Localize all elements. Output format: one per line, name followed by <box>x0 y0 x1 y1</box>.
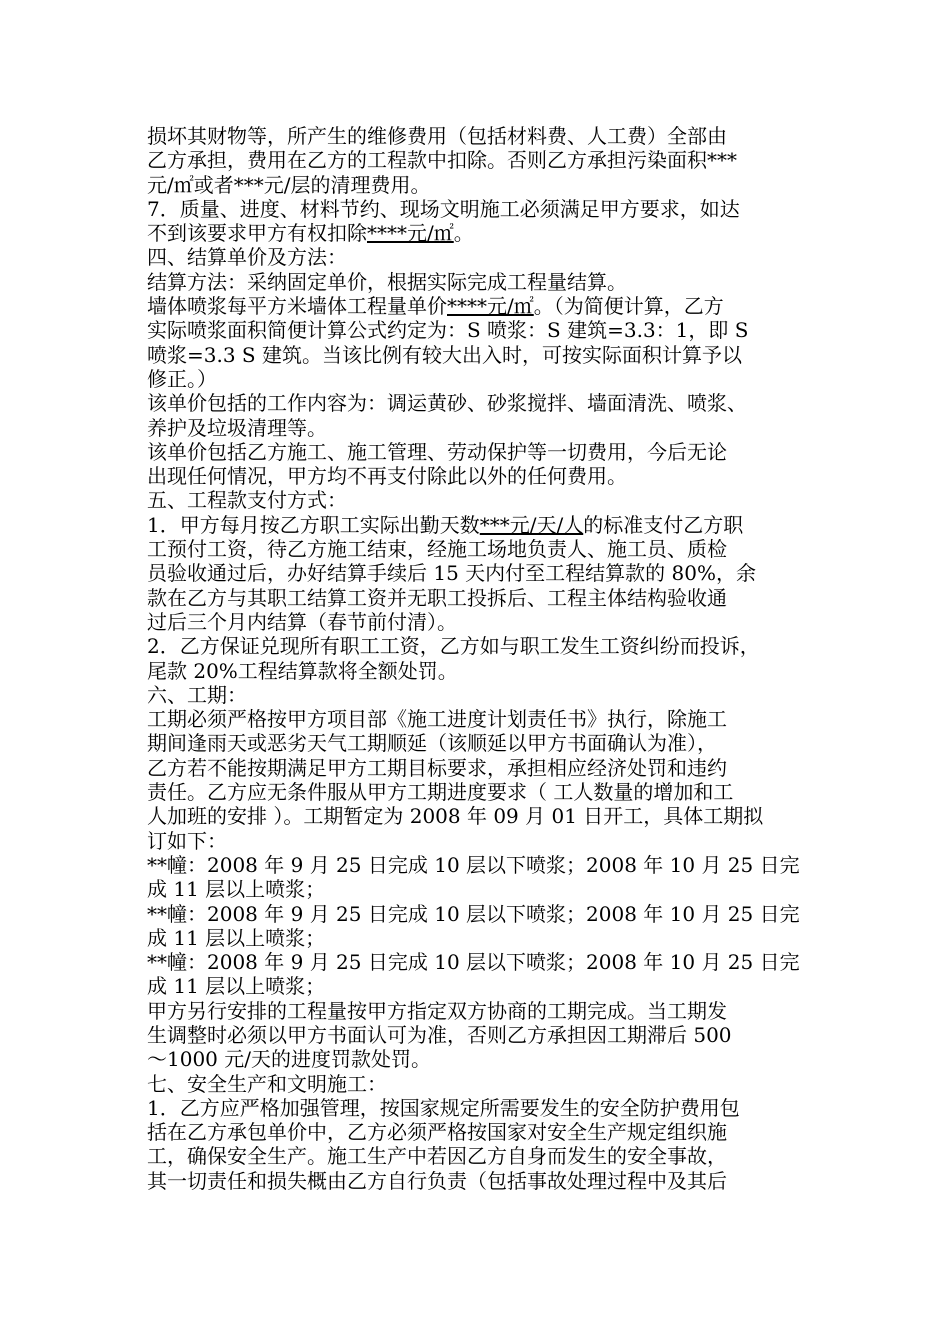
text-segment: 其一切责任和损失概由乙方自行负责（包括事故处理过程中及其后 <box>147 1168 727 1193</box>
text-segment: 7．质量、进度、材料节约、现场文明施工必须满足甲方要求，如达 <box>147 196 740 221</box>
text-segment: 七、安全生产和文明施工： <box>147 1071 387 1096</box>
text-line <box>147 245 815 269</box>
text-segment: 工预付工资，待乙方施工结束，经施工场地负责人、施工员、质检 <box>147 537 727 562</box>
text-segment: 六、工期： <box>147 682 247 707</box>
text-line <box>147 1144 815 1168</box>
text-segment: 五、工程款支付方式： <box>147 488 347 513</box>
text-line <box>147 221 815 245</box>
text-segment: 工，确保安全生产。施工生产中若因乙方自身而发生的安全事故， <box>147 1144 727 1169</box>
text-line <box>147 853 815 877</box>
text-segment: 养护及垃圾清理等。 <box>147 415 327 440</box>
text-segment: 员验收通过后，办好结算手续后 15 天内付至工程结算款的 80%，余 <box>147 561 756 586</box>
text-line <box>147 173 815 197</box>
text-segment: 责任。乙方应无条件服从甲方工期进度要求（ 工人数量的增加和工 <box>147 780 734 805</box>
text-segment: 四、结算单价及方法： <box>147 245 347 270</box>
text-segment: 出现任何情况，甲方均不再支付除此以外的任何费用。 <box>147 464 627 489</box>
text-line <box>147 586 815 610</box>
text-line <box>147 707 815 731</box>
text-segment: 生调整时必须以甲方书面认可为准，否则乙方承担因工期滞后 500 <box>147 1022 732 1047</box>
text-segment: 1．乙方应严格加强管理，按国家规定所需要发生的安全防护费用包 <box>147 1095 740 1120</box>
text-line <box>147 756 815 780</box>
text-segment: 人加班的安排 ）。工期暂定为 2008 年 09 月 01 日开工，具体工期拟 <box>147 804 764 829</box>
text-line <box>147 780 815 804</box>
text-segment: 甲方另行安排的工程量按甲方指定双方协商的工期完成。当工期发 <box>147 998 727 1023</box>
text-line <box>147 561 815 585</box>
text-line <box>147 367 815 391</box>
text-line <box>147 440 815 464</box>
text-line <box>147 1072 815 1096</box>
underlined-text: ****元/㎡ <box>367 221 454 246</box>
text-segment: **幢：2008 年 9 月 25 日完成 10 层以下喷浆；2008 年 10 月 25 日完 <box>147 950 800 975</box>
text-segment: 期间逢雨天或恶劣天气工期顺延（该顺延以甲方书面确认为准）， <box>147 731 717 756</box>
text-line <box>147 659 815 683</box>
text-segment: 1．甲方每月按乙方职工实际出勤天数 <box>147 512 480 537</box>
text-line <box>147 1120 815 1144</box>
text-segment: 修正。） <box>147 366 217 391</box>
text-segment: 工期必须严格按甲方项目部《施工进度计划责任书》执行，除施工 <box>147 707 727 732</box>
text-segment: 该单价包括乙方施工、施工管理、劳动保护等一切费用，今后无论 <box>147 439 727 464</box>
text-segment: **幢：2008 年 9 月 25 日完成 10 层以下喷浆；2008 年 10 月 25 日完 <box>147 852 800 877</box>
text-segment: 。（为简便计算，乙方 <box>533 294 724 319</box>
text-line <box>147 731 815 755</box>
text-segment: 过后三个月内结算（春节前付清）。 <box>147 609 457 634</box>
text-line <box>147 999 815 1023</box>
text-segment: 乙方若不能按期满足甲方工期目标要求，承担相应经济处罚和违约 <box>147 755 727 780</box>
text-segment: 。 <box>453 221 474 246</box>
text-segment: 结算方法：采纳固定单价，根据实际完成工程量结算。 <box>147 269 627 294</box>
underlined-text: ****元/㎡ <box>447 294 534 319</box>
text-segment: 成 11 层以上喷浆； <box>147 925 326 950</box>
text-line <box>147 318 815 342</box>
text-line <box>147 148 815 172</box>
text-segment: 成 11 层以上喷浆； <box>147 877 326 902</box>
text-line <box>147 464 815 488</box>
text-line <box>147 124 815 148</box>
text-line <box>147 1096 815 1120</box>
text-line <box>147 488 815 512</box>
text-line <box>147 877 815 901</box>
text-line <box>147 610 815 634</box>
text-line <box>147 950 815 974</box>
text-segment: 款在乙方与其职工结算工资并无职工投拆后、工程主体结构验收通 <box>147 585 727 610</box>
text-segment: 2．乙方保证兑现所有职工工资，乙方如与职工发生工资纠纷而投诉， <box>147 634 760 659</box>
text-line <box>147 1169 815 1193</box>
text-line <box>147 683 815 707</box>
text-segment: **幢：2008 年 9 月 25 日完成 10 层以下喷浆；2008 年 10 月 25 日完 <box>147 901 800 926</box>
text-segment: 尾款 20%工程结算款将全额处罚。 <box>147 658 458 683</box>
text-segment: 实际喷浆面积简便计算公式约定为：S 喷浆：S 建筑=3.3：1，即 S <box>147 318 749 343</box>
underlined-text: ***元/天/人 <box>479 512 584 537</box>
text-segment: 括在乙方承包单价中，乙方必须严格按国家对安全生产规定组织施 <box>147 1120 727 1145</box>
document-body <box>147 124 815 1193</box>
text-line <box>147 926 815 950</box>
text-segment: 订如下： <box>147 828 227 853</box>
text-line <box>147 343 815 367</box>
text-line <box>147 902 815 926</box>
text-line <box>147 270 815 294</box>
text-segment: 元/㎡或者***元/层的清理费用。 <box>147 172 431 197</box>
text-line <box>147 416 815 440</box>
text-line <box>147 537 815 561</box>
text-line <box>147 1023 815 1047</box>
text-segment: 乙方承担，费用在乙方的工程款中扣除。否则乙方承担污染面积*** <box>147 148 737 173</box>
text-line <box>147 391 815 415</box>
text-line <box>147 804 815 828</box>
text-line <box>147 829 815 853</box>
text-segment: 墙体喷浆每平方米墙体工程量单价 <box>147 294 447 319</box>
text-line <box>147 513 815 537</box>
text-segment: ～1000 元/天的进度罚款处罚。 <box>147 1047 431 1072</box>
text-line <box>147 634 815 658</box>
text-line <box>147 974 815 998</box>
text-line <box>147 1047 815 1071</box>
text-segment: 不到该要求甲方有权扣除 <box>147 221 367 246</box>
text-line <box>147 294 815 318</box>
text-segment: 损坏其财物等，所产生的维修费用（包括材料费、人工费）全部由 <box>147 124 727 148</box>
text-segment: 成 11 层以上喷浆； <box>147 974 326 999</box>
text-segment: 该单价包括的工作内容为：调运黄砂、砂浆搅拌、墙面清洗、喷浆、 <box>147 391 747 416</box>
text-line <box>147 197 815 221</box>
text-segment: 喷浆=3.3 S 建筑。当该比例有较大出入时，可按实际面积计算予以 <box>147 342 742 367</box>
text-segment: 的标准支付乙方职 <box>583 512 744 537</box>
